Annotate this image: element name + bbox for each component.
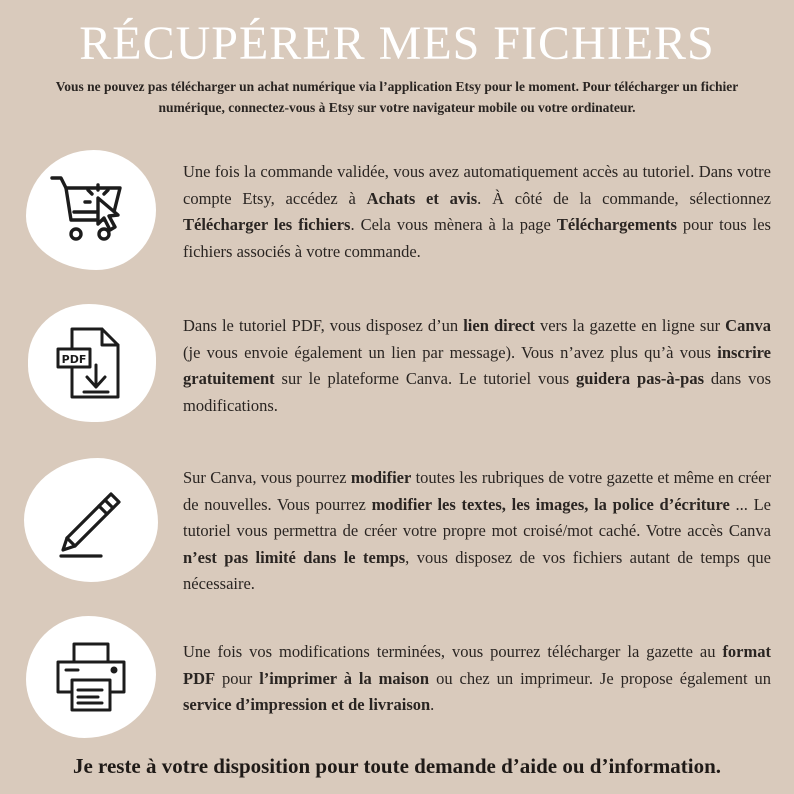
cart-icon-badge <box>26 150 156 270</box>
emphasis-text: Achats et avis <box>366 188 478 208</box>
body-text: (je vous envoie également un lien par message). Vous n’avez plus qu’à vous <box>183 342 718 362</box>
section-1-text <box>183 159 771 265</box>
section-3-text <box>183 465 771 598</box>
emphasis-text: l’imprimer à la maison <box>259 668 430 688</box>
body-text: Une fois vos modifications terminées, vous pourrez télécharger la gazette au <box>183 642 723 661</box>
emphasis-text: modifier les textes, les images, la police d’écriture <box>371 494 730 514</box>
body-text: Sur Canva, vous pourrez <box>183 468 351 487</box>
body-text: Dans le tutoriel PDF, vous disposez d’un <box>183 316 464 335</box>
emphasis-text: Téléchargements <box>556 215 677 234</box>
body-text: . <box>430 695 435 714</box>
body-text: ou chez un imprimeur. Je propose également un <box>429 668 771 688</box>
body-text: Une fois la commande validée, vous avez automatiquement accès au tutoriel. Dans votre compte Etsy, accédez à <box>183 162 771 208</box>
emphasis-text: service d’impression et de livraison <box>183 695 431 714</box>
emphasis-text: Télécharger les fichiers <box>183 215 351 234</box>
intro-notice: Vous ne pouvez pas télécharger un achat numérique via l’application Etsy pour le moment. Pour télécharger un fichier numérique, connectez-vous à Etsy sur votre navigateur mobile ou votre ordinateur. <box>55 79 739 115</box>
body-text: vers la gazette en ligne sur <box>534 316 726 335</box>
body-text: toutes les rubriques de votre gazette et même en créer de nouvelles. Vous pourrez <box>183 468 771 514</box>
body-text: . Cela vous mènera à la page <box>350 215 557 234</box>
body-text: , vous disposez de vos fichiers autant de temps que nécessaire. <box>183 547 771 593</box>
page-title: RÉCUPÉRER MES FICHIERS <box>79 17 715 70</box>
emphasis-text: Canva <box>725 316 771 335</box>
emphasis-text: n’est pas limité dans le temps <box>183 547 406 567</box>
pdf-icon-label: PDF <box>61 353 87 366</box>
section-2-text <box>183 313 771 419</box>
body-text: dans vos modifications. <box>183 369 772 415</box>
emphasis-text: format PDF <box>183 642 771 688</box>
body-text: ... Le tutoriel vous permettra de créer votre propre mot croisé/mot caché. Votre accès Canva <box>183 494 772 540</box>
printer-icon-badge <box>26 616 156 738</box>
pencil-icon <box>51 480 131 560</box>
body-text: pour <box>215 668 260 688</box>
pencil-icon-badge <box>24 458 158 582</box>
pdf-icon-badge <box>28 304 156 422</box>
body-text: . À côté de la commande, sélectionnez <box>477 188 771 208</box>
footer-message: Je reste à votre disposition pour toute demande d’aide ou d’information. <box>72 754 722 778</box>
emphasis-text: inscrire gratuitement <box>183 342 771 388</box>
body-text: sur le plateforme Canva. Le tutoriel vous <box>274 369 577 388</box>
shopping-cart-click-icon <box>48 172 134 248</box>
emphasis-text: lien direct <box>463 316 535 335</box>
printer-icon <box>50 640 132 714</box>
body-text: pour tous les fichiers associés à votre commande. <box>183 215 771 261</box>
section-4-text <box>183 639 771 719</box>
emphasis-text: modifier <box>350 468 412 487</box>
emphasis-text: guidera pas-à-pas <box>576 369 704 388</box>
pdf-download-icon <box>52 325 132 401</box>
